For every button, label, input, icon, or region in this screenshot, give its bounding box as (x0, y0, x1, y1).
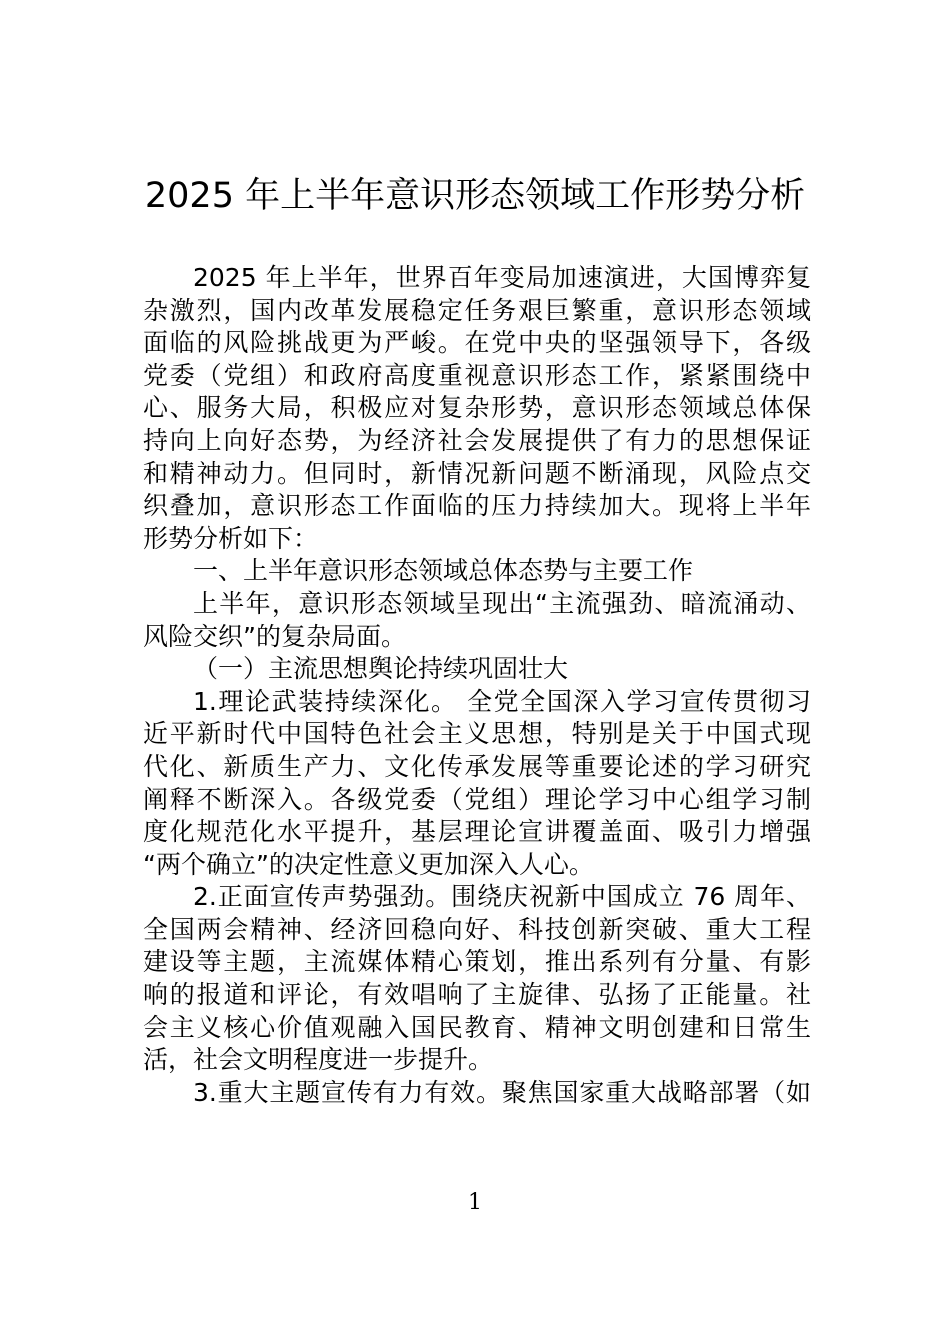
text-line: 代化、新质生产力、文化传承发展等重要论述的学习研究 (143, 751, 811, 781)
text-line: 和精神动力。但同时，新情况新问题不断涌现，风险点交 (143, 458, 811, 488)
text-line: 会主义核心价值观融入国民教育、精神文明创建和日常生 (143, 1012, 811, 1042)
text-line: 2.正面宣传声势强劲。围绕庆祝新中国成立 76 周年、 (193, 882, 811, 912)
text-line: 织叠加，意识形态工作面临的压力持续加大。现将上半年 (143, 491, 811, 521)
page-number: 1 (468, 1190, 482, 1215)
text-line: 心、服务大局，积极应对复杂形势，意识形态领域总体保 (143, 393, 811, 423)
text-line: 3.重大主题宣传有力有效。聚焦国家重大战略部署（如 (193, 1077, 811, 1107)
text-line: “两个确立”的决定性意义更加深入人心。 (143, 849, 594, 879)
text-line: 建设等主题，主流媒体精心策划，推出系列有分量、有影 (143, 947, 811, 977)
text-line: 活，社会文明程度进一步提升。 (143, 1045, 494, 1075)
text-line: 杂激烈，国内改革发展稳定任务艰巨繁重，意识形态领域 (143, 295, 811, 325)
document-body (143, 262, 811, 1109)
section-heading: 一、上半年意识形态领域总体态势与主要工作 (193, 556, 694, 586)
text-line: 持向上向好态势，为经济社会发展提供了有力的思想保证 (143, 425, 811, 455)
text-line: 形势分析如下： (143, 523, 319, 553)
text-line: 面临的风险挑战更为严峻。在党中央的坚强领导下，各级 (143, 328, 811, 358)
text-line: 风险交织”的复杂局面。 (143, 621, 406, 651)
text-line: 1.理论武装持续深化。 全党全国深入学习宣传贯彻习 (193, 686, 811, 716)
text-line: 2025 年上半年，世界百年变局加速演进，大国博弈复 (193, 263, 811, 292)
text-line: 度化规范化水平提升，基层理论宣讲覆盖面、吸引力增强 (143, 817, 811, 847)
text-line: 近平新时代中国特色社会主义思想，特别是关于中国式现 (143, 719, 811, 749)
text-line: 上半年，意识形态领域呈现出“主流强劲、暗流涌动、 (193, 588, 811, 618)
text-line: 阐释不断深入。各级党委（党组）理论学习中心组学习制 (143, 784, 811, 814)
text-line: 全国两会精神、经济回稳向好、科技创新突破、重大工程 (143, 914, 811, 944)
text-line: 响的报道和评论，有效唱响了主旋律、弘扬了正能量。社 (143, 980, 811, 1010)
document-title: 2025 年上半年意识形态领域工作形势分析 (144, 176, 806, 216)
subsection-heading: （一）主流思想舆论持续巩固壮大 (193, 654, 569, 684)
text-line: 党委（党组）和政府高度重视意识形态工作，紧紧围绕中 (143, 360, 811, 390)
